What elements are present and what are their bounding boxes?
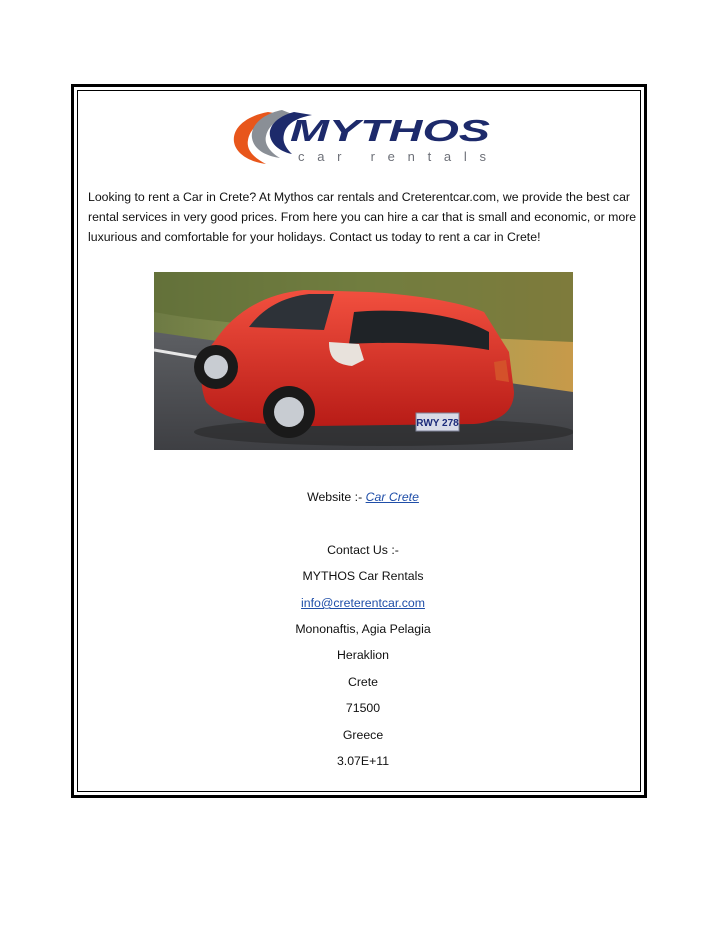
country-line: Greece — [342, 728, 384, 742]
document-inner-border — [77, 90, 641, 792]
website-label: Website :- — [307, 490, 366, 504]
website-link[interactable]: Car Crete — [365, 490, 419, 504]
red-car-photo — [154, 272, 573, 450]
phone-line: 3.07E+11 — [336, 754, 390, 768]
address-line: Mononaftis, Agia Pelagia — [295, 622, 431, 636]
intro-paragraph: Looking to rent a Car in Crete? At Mythos car rentals and Creterentcar.com, we provide the best car rental services in very good prices. From here you can hire a car that is small and economic, or more luxurious and comfortable for your holidays. Contact us today to rent a car in Crete! — [88, 190, 637, 244]
email-line — [78, 595, 648, 611]
company-name: MYTHOS Car Rentals — [302, 569, 424, 583]
region-line: Crete — [347, 675, 379, 689]
postcode-line: 71500 — [345, 701, 381, 715]
website-line — [78, 489, 648, 505]
car-rear-wheel-rim — [274, 397, 304, 427]
document-border — [71, 84, 647, 798]
email-link[interactable]: info@creterentcar.com — [301, 596, 425, 610]
mythos-logo — [228, 106, 498, 170]
license-plate-text: RWY 278 — [416, 418, 459, 429]
city-line: Heraklion — [337, 648, 389, 662]
car-front-wheel-rim — [204, 355, 228, 379]
logo-brand-text: MYTHOS — [290, 113, 491, 148]
logo-tagline-text: car rentals — [298, 149, 486, 164]
contact-heading: Contact Us :- — [327, 543, 399, 557]
